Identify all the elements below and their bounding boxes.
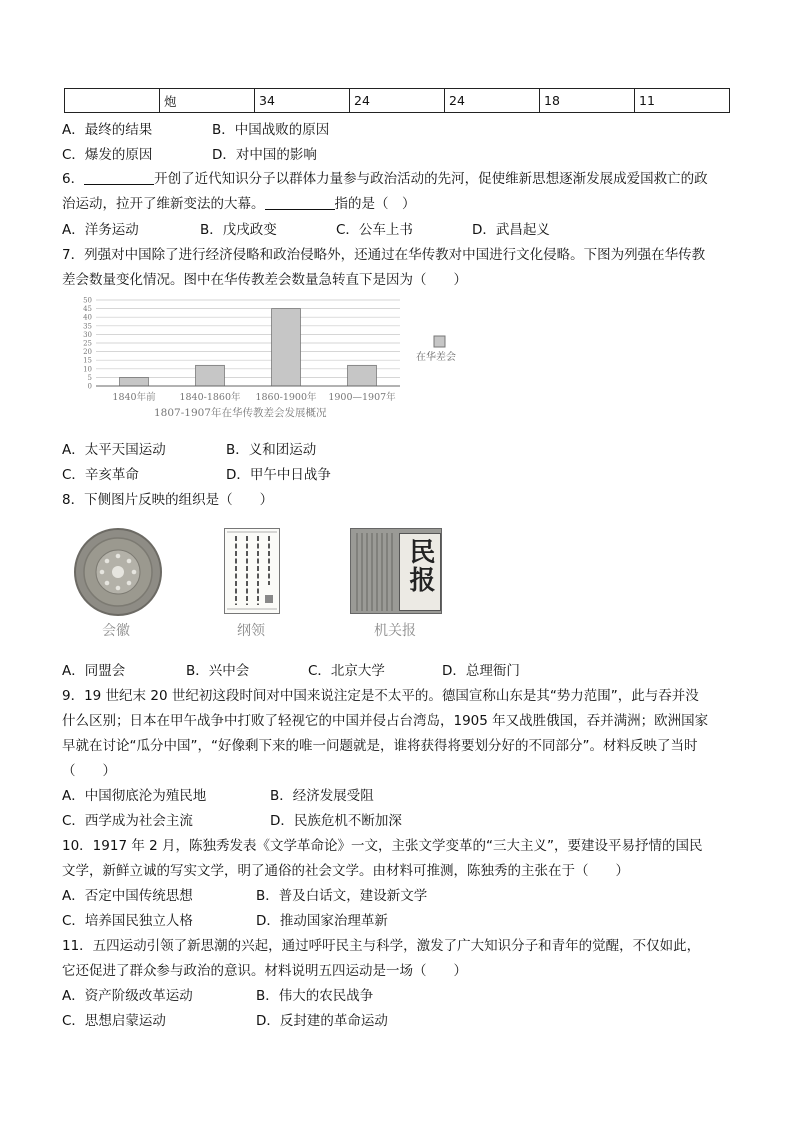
q6-option-a[interactable]: A．洋务运动 <box>62 222 139 238</box>
y-tick-label: 15 <box>83 356 92 365</box>
missionary-chart <box>62 292 482 420</box>
q8-stem: 8．下侧图片反映的组织是（ ） <box>62 492 274 508</box>
y-tick-label: 30 <box>83 330 92 339</box>
x-tick-label: 1860-1900年 <box>255 392 317 403</box>
q5-option-c[interactable]: C．爆发的原因 <box>62 147 153 163</box>
q11-option-d[interactable]: D．反封建的革命运动 <box>256 1013 388 1029</box>
q7-option-a[interactable]: A．太平天国运动 <box>62 442 166 458</box>
table-cell: 34 <box>255 89 350 113</box>
q9-option-d[interactable]: D．民族危机不断加深 <box>270 813 402 829</box>
caption-emblem: 会徽 <box>102 623 130 639</box>
caption-program: 纲领 <box>237 623 265 639</box>
newspaper-masthead <box>399 533 441 611</box>
q7-stem-line1: 7．列强对中国除了进行经济侵略和政治侵略外，还通过在华传教对中国进行文化侵略。下图为列强在华传教 <box>62 247 706 263</box>
q9-stem-line1: 9．19 世纪末 20 世纪初这段时间对中国来说注定是不太平的。德国宣称山东是其“势力范围”，此与吞并没 <box>62 688 699 704</box>
y-tick-label: 45 <box>83 305 92 314</box>
q6-stem-line2 <box>62 192 416 212</box>
y-tick-label: 10 <box>83 365 92 374</box>
q9-stem-line3: 早就在讨论“瓜分中国”，“好像剩下来的唯一问题就是，谁将获得将要划分好的不同部分”。材料反映了当时 <box>62 738 698 754</box>
q5-option-d[interactable]: D．对中国的影响 <box>212 147 317 163</box>
weapons-table <box>64 88 730 113</box>
q7-option-c[interactable]: C．辛亥革命 <box>62 467 139 483</box>
table-cell <box>65 89 160 113</box>
bar <box>120 377 149 386</box>
q6-stem-line1 <box>62 167 708 187</box>
q6-blank <box>265 195 335 210</box>
q10-option-b[interactable]: B．普及白话文，建设新文学 <box>256 888 428 904</box>
x-tick-label: 1840年前 <box>112 392 156 403</box>
q6-text1: 开创了近代知识分子以群体力量参与政治活动的先河，促使维新思想逐渐发展成爱国救亡的政 <box>154 171 708 187</box>
y-tick-label: 50 <box>83 296 92 305</box>
table-cell: 11 <box>635 89 730 113</box>
q10-stem-line2: 文学，新鲜立诚的写实文学，明了通俗的社会文学。由材料可推测，陈独秀的主张在于（ ） <box>62 863 629 879</box>
x-tick-label: 1900—1907年 <box>328 392 396 403</box>
y-tick-label: 25 <box>83 339 92 348</box>
q8-option-d[interactable]: D．总理衙门 <box>442 663 520 679</box>
y-tick-label: 40 <box>83 313 92 322</box>
bar <box>196 365 225 386</box>
emblem-image <box>74 528 162 616</box>
q9-stem-line4: （ ） <box>62 763 116 779</box>
q6-option-b[interactable]: B．戊戌政变 <box>200 222 277 238</box>
q10-option-c[interactable]: C．培养国民独立人格 <box>62 913 193 929</box>
q6-text2a: 治运动，拉开了维新变法的大幕。 <box>62 196 265 212</box>
bar <box>272 309 301 386</box>
q8-option-a[interactable]: A．同盟会 <box>62 663 126 679</box>
legend-label: 在华差会 <box>416 352 456 363</box>
table-cell: 24 <box>350 89 445 113</box>
q10-option-d[interactable]: D．推动国家治理革新 <box>256 913 388 929</box>
q8-option-b[interactable]: B．兴中会 <box>186 663 250 679</box>
newspaper-title: 民报 <box>405 538 435 594</box>
q6-text2b: 指的是（ ） <box>334 196 416 212</box>
q6-option-c[interactable]: C．公车上书 <box>336 222 413 238</box>
q11-stem-line2: 它还促进了群众参与政治的意识。材料说明五四运动是一场（ ） <box>62 963 467 979</box>
program-image <box>224 528 280 614</box>
q8-option-c[interactable]: C．北京大学 <box>308 663 385 679</box>
table-row <box>65 89 730 113</box>
q9-stem-line2: 什么区别；日本在甲午战争中打败了轻视它的中国并侵占台湾岛，1905 年又战胜俄国，吞并满洲；欧洲国家 <box>62 713 709 729</box>
q11-stem-line1: 11．五四运动引领了新思潮的兴起，通过呼吁民主与科学，激发了广大知识分子和青年的觉醒，不仅如此， <box>62 938 701 954</box>
q6-number: 6． <box>62 171 85 187</box>
x-tick-label: 1840-1860年 <box>179 392 241 403</box>
newspaper-image <box>350 528 442 614</box>
legend-swatch <box>434 336 445 347</box>
caption-newspaper: 机关报 <box>374 623 416 639</box>
program-text-columns <box>225 529 279 613</box>
y-tick-label: 5 <box>87 373 92 382</box>
q9-option-a[interactable]: A．中国彻底沦为殖民地 <box>62 788 207 804</box>
q10-option-a[interactable]: A．否定中国传统思想 <box>62 888 193 904</box>
table-cell: 18 <box>540 89 635 113</box>
chart-title: 1807-1907年在华传教差会发展概况 <box>154 407 327 419</box>
q9-option-c[interactable]: C．西学成为社会主流 <box>62 813 193 829</box>
y-tick-label: 0 <box>87 382 92 391</box>
bar <box>348 365 377 386</box>
q7-option-d[interactable]: D．甲午中日战争 <box>226 467 331 483</box>
y-tick-label: 20 <box>83 348 92 357</box>
q11-option-a[interactable]: A．资产阶级改革运动 <box>62 988 193 1004</box>
q11-option-b[interactable]: B．伟大的农民战争 <box>256 988 374 1004</box>
q7-stem-line2: 差会数量变化情况。图中在华传教差会数量急转直下是因为（ ） <box>62 272 467 288</box>
q7-option-b[interactable]: B．义和团运动 <box>226 442 317 458</box>
q6-blank <box>84 170 154 185</box>
table-cell: 24 <box>445 89 540 113</box>
q11-option-c[interactable]: C．思想启蒙运动 <box>62 1013 166 1029</box>
q9-option-b[interactable]: B．经济发展受阻 <box>270 788 374 804</box>
table-cell: 炮 <box>160 89 255 113</box>
y-tick-label: 35 <box>83 322 92 331</box>
q10-stem-line1: 10．1917 年 2 月，陈独秀发表《文学革命论》一文，主张文学变革的“三大主义”，要建设平易抒情的国民 <box>62 838 703 854</box>
q6-option-d[interactable]: D．武昌起义 <box>472 222 550 238</box>
q5-option-a[interactable]: A．最终的结果 <box>62 122 153 138</box>
q5-option-b[interactable]: B．中国战败的原因 <box>212 122 330 138</box>
